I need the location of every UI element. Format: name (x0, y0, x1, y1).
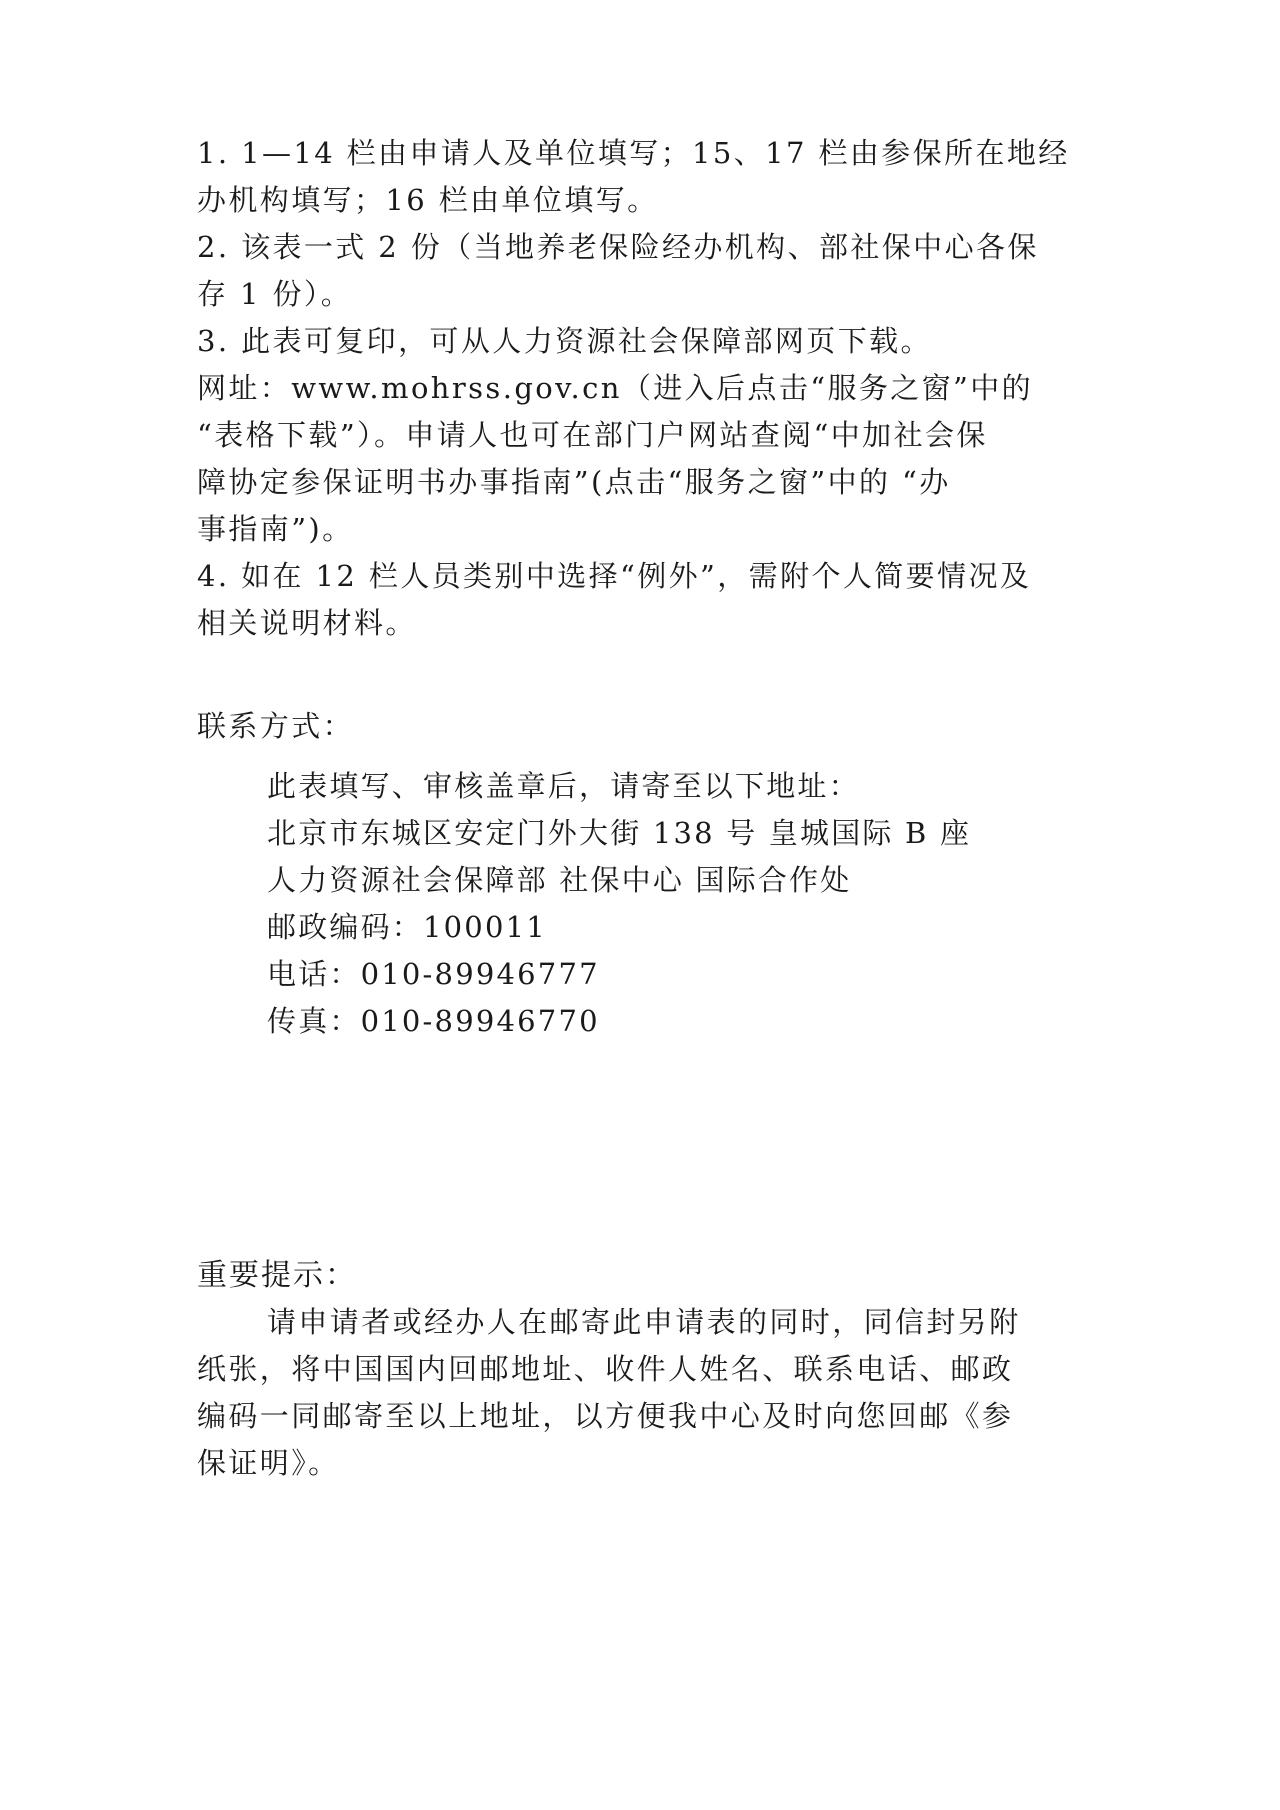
note-line: 网址：www.mohrss.gov.cn（进入后点击“服务之窗”中的 (197, 371, 1034, 405)
note-line: “表格下载”）。申请人也可在部门户网站查阅“中加社会保 (197, 418, 988, 452)
important-line: 编码一同邮寄至以上地址，以方便我中心及时向您回邮《参 (197, 1399, 1014, 1433)
phone-number: 电话：010-89946777 (267, 957, 600, 991)
important-heading: 重要提示： (197, 1258, 357, 1293)
mailing-instruction: 此表填写、审核盖章后，请寄至以下地址： (267, 769, 860, 803)
important-line: 请申请者或经办人在邮寄此申请表的同时，同信封另附 (267, 1305, 1021, 1339)
postcode: 邮政编码：100011 (267, 910, 547, 944)
note-line: 4. 如在 12 栏人员类别中选择“例外”，需附个人简要情况及 (197, 559, 1032, 593)
contact-section (197, 703, 1097, 1045)
note-line: 障协定参保证明书办事指南”(点击“服务之窗”中的 “办 (197, 465, 951, 499)
important-line: 纸张，将中国国内回邮地址、收件人姓名、联系电话、邮政 (197, 1352, 1014, 1386)
contact-heading: 联系方式： (197, 709, 355, 743)
mailing-address: 北京市东城区安定门外大街 138 号 皇城国际 B 座 (267, 816, 972, 850)
fax-number: 传真：010-89946770 (267, 1004, 600, 1038)
note-line: 存 1 份）。 (197, 277, 353, 311)
document-page (197, 130, 1097, 1487)
note-line: 相关说明材料。 (197, 606, 417, 640)
note-line: 1. 1—14 栏由申请人及单位填写；15、17 栏由参保所在地经 (197, 136, 1070, 170)
notes-section (197, 130, 1097, 647)
important-section (197, 1252, 1097, 1487)
contact-details (197, 763, 1097, 1045)
note-line: 2. 该表一式 2 份（当地养老保险经办机构、部社保中心各保 (197, 230, 1039, 264)
note-line: 办机构填写；16 栏由单位填写。 (197, 183, 659, 217)
department-name: 人力资源社会保障部 社保中心 国际合作处 (267, 863, 852, 897)
note-line: 3. 此表可复印，可从人力资源社会保障部网页下载。 (197, 324, 932, 358)
note-line: 事指南”)。 (197, 512, 354, 546)
important-line: 保证明》。 (197, 1446, 340, 1480)
